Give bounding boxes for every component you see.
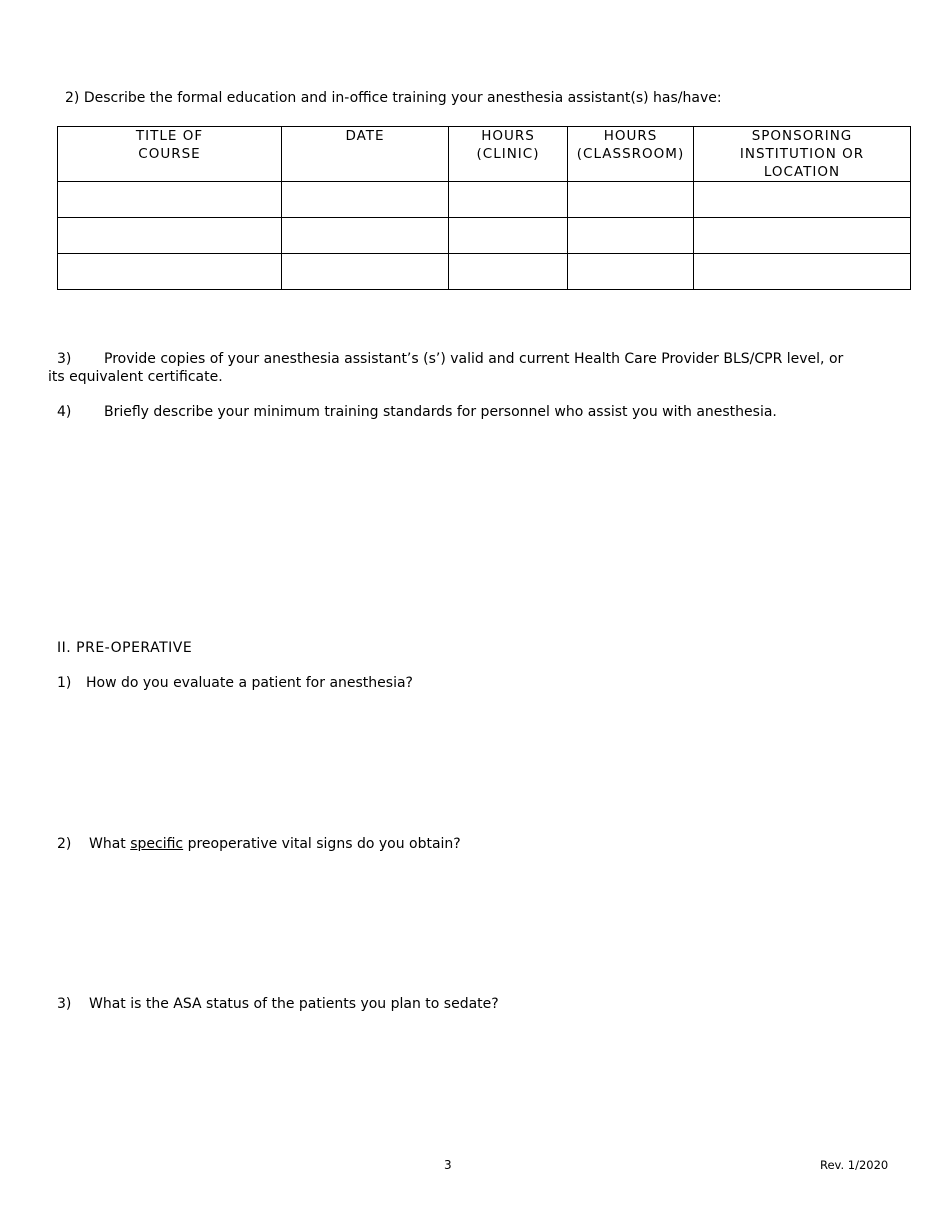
underlined-word: specific [130,836,184,852]
table-cell[interactable] [58,182,282,218]
question-2-training: 2) Describe the formal education and in-office training your anesthesia assistant(s) has/have: [65,90,722,106]
table-row [58,218,911,254]
table-cell[interactable] [568,254,694,290]
table-cell[interactable] [694,254,911,290]
table-cell[interactable] [449,254,568,290]
table-row [58,254,911,290]
question-text-after: preoperative vital signs do you obtain? [183,836,461,852]
question-text: How do you evaluate a patient for anesthesia? [86,675,413,691]
table-cell[interactable] [568,182,694,218]
header-date: DATE [282,127,449,182]
table-header-row [58,127,911,182]
question-text-before: What [89,836,131,852]
question-3-continuation: its equivalent certificate. [48,369,223,385]
question-number: 1) [57,675,72,691]
table-cell[interactable] [282,254,449,290]
question-text: Briefly describe your minimum training standards for personnel who assist you with anesthesia. [104,404,777,420]
training-table [57,126,911,290]
question-text: Provide copies of your anesthesia assistant’s (s’) valid and current Health Care Provider BLS/CPR level, or [104,351,844,367]
table-cell[interactable] [694,218,911,254]
header-hours-clinic: HOURS (CLINIC) [449,127,568,182]
question-text: What is the ASA status of the patients you plan to sedate? [89,996,499,1012]
header-title-of-course: TITLE OF COURSE [58,127,282,182]
question-number: 2) [57,836,72,852]
question-4-training-standards [57,404,777,420]
table-cell[interactable] [282,182,449,218]
table-cell[interactable] [282,218,449,254]
table-cell[interactable] [449,218,568,254]
preop-question-3 [57,996,499,1012]
table-row [58,182,911,218]
table-cell[interactable] [58,218,282,254]
page-number: 3 [444,1158,452,1172]
question-number: 3) [57,996,72,1012]
table-cell[interactable] [449,182,568,218]
question-number: 3) [57,351,72,367]
preop-question-1 [57,675,413,691]
header-hours-classroom: HOURS (CLASSROOM) [568,127,694,182]
section-heading-pre-operative: II. PRE-OPERATIVE [57,640,193,656]
revision-label: Rev. 1/2020 [820,1158,889,1172]
question-number: 4) [57,404,72,420]
table-cell[interactable] [568,218,694,254]
table-cell[interactable] [694,182,911,218]
question-3-bls-cpr [57,351,843,367]
header-sponsoring-institution: SPONSORING INSTITUTION OR LOCATION [694,127,911,182]
preop-question-2 [57,836,461,852]
table-cell[interactable] [58,254,282,290]
